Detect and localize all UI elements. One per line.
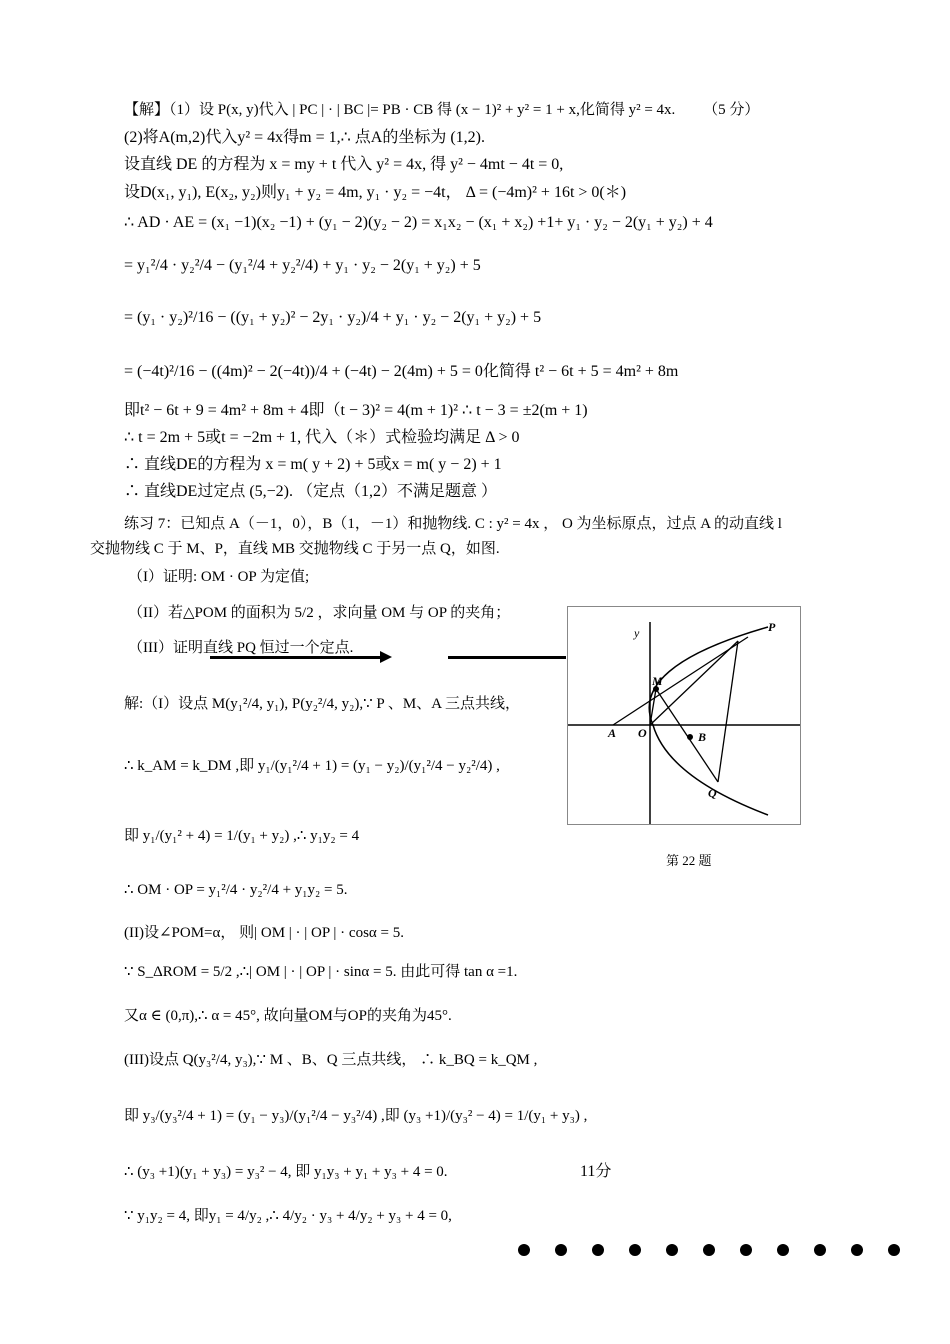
answer-line-8: (III)设点 Q(y₃²/4, y₃),∵ M 、B、Q 三点共线， ∴ k_BQ = k_QM ,	[124, 1052, 538, 1068]
solution-part1-text: （1）设 P(x, y)代入 | PC | · | BC |= PB · CB 得 (x − 1)² + y² = 1 + x,化简得 y² = 4x.	[169, 102, 676, 118]
footer-dot	[703, 1244, 715, 1256]
line-decoration	[448, 656, 566, 659]
footer-dot	[629, 1244, 641, 1256]
solution-line-10: ∴ 直线DE的方程为 x = m( y + 2) + 5或x = m( y − 2) + 1	[124, 456, 502, 473]
label-P: P	[768, 620, 776, 634]
line-MQ	[656, 689, 718, 782]
solution-line-11: ∴ 直线DE过定点 (5,−2). （定点（1,2）不满足题意 ）	[124, 483, 498, 500]
exercise-title-cont: 交抛物线 C 于 M、P，直线 MB 交抛物线 C 于另一点 Q，如图.	[90, 541, 500, 557]
footer-dot	[814, 1244, 826, 1256]
arrow-decoration	[210, 656, 382, 659]
label-M: M	[652, 674, 663, 688]
solution-line-5: = y₁²/4 · y₂²/4 − (y₁²/4 + y₂²/4) + y₁ · y₂ − 2(y₁ + y₂) + 5	[124, 257, 481, 274]
score-5: （5 分）	[703, 102, 760, 118]
solution-line-4: ∴ AD · AE = (x₁ −1)(x₂ −1) + (y₁ − 2)(y₂ − 2) = x₁x₂ − (x₁ + x₂) +1+ y₁ · y₂ − 2(y₁ + y₂) + 4	[124, 214, 713, 231]
solution-line-2: 设直线 DE 的方程为 x = my + t 代入 y² = 4x, 得 y² − 4mt − 4t = 0,	[124, 156, 564, 173]
question-2: （II）若△POM 的面积为 5/2 ，求向量 OM 与 OP 的夹角；	[128, 605, 511, 621]
footer-dot	[740, 1244, 752, 1256]
answer-line-10: ∴ (y₃ +1)(y₁ + y₃) = y₃² − 4, 即 y₁y₃ + y₁ + y₃ + 4 = 0.	[124, 1164, 448, 1180]
footer-dot	[592, 1244, 604, 1256]
footer-dot	[555, 1244, 567, 1256]
score-11: 11分	[580, 1163, 612, 1180]
figure-caption: 第 22 题	[666, 853, 712, 868]
line-PQ	[718, 641, 738, 782]
question-3: （III）证明直线 PQ 恒过一个定点.	[128, 640, 354, 656]
footer-dot	[777, 1244, 789, 1256]
label-O: O	[638, 726, 647, 740]
answer-line-1: 解:（I）设点 M(y₁²/4, y₁), P(y₂²/4, y₂),∵ P 、M、A 三点共线，	[124, 696, 520, 712]
label-y: y	[634, 626, 640, 640]
label-Q: Q	[708, 786, 717, 800]
solution-label: 【解】	[124, 102, 170, 118]
answer-line-2: ∴ k_AM = k_DM ,即 y₁/(y₁²/4 + 1) = (y₁ − y₂)/(y₁²/4 − y₂²/4) ,	[124, 758, 500, 774]
parabola-figure	[567, 606, 801, 825]
answer-line-3: 即 y₁/(y₁² + 4) = 1/(y₁ + y₂) ,∴ y₁y₂ = 4	[124, 828, 360, 844]
footer-dot	[666, 1244, 678, 1256]
solution-line-3: 设D(x₁, y₁), E(x₂, y₂)则y₁ + y₂ = 4m, y₁ · y₂ = −4t， Δ = (−4m)² + 16t > 0(＊)	[124, 184, 627, 201]
footer-dot	[518, 1244, 530, 1256]
solution-line-8: 即t² − 6t + 9 = 4m² + 8m + 4即（t − 3)² = 4(m + 1)² ∴ t − 3 = ±2(m + 1)	[124, 402, 588, 419]
answer-line-9: 即 y₃/(y₃²/4 + 1) = (y₁ − y₃)/(y₁²/4 − y₃²/4) ,即 (y₃ +1)/(y₃² − 4) = 1/(y₁ + y₃) ,	[124, 1108, 588, 1124]
label-A: A	[608, 726, 617, 740]
solution-line-9: ∴ t = 2m + 5或t = −2m + 1, 代入（＊）式检验均满足 Δ > 0	[124, 429, 520, 446]
solution-part1	[124, 100, 759, 120]
line-OP	[650, 641, 738, 725]
solution-line-1: (2)将A(m,2)代入y² = 4x得m = 1,∴ 点A的坐标为 (1,2).	[124, 129, 485, 146]
exercise-title: 练习 7：已知点 A（－1，0），B（1，－1）和抛物线. C : y² = 4x ， O 为坐标原点，过点 A 的动直线 l	[124, 516, 782, 532]
answer-line-4: ∴ OM · OP = y₁²/4 · y₂²/4 + y₁y₂ = 5.	[124, 882, 348, 898]
footer-dot	[888, 1244, 900, 1256]
solution-line-7: = (−4t)²/16 − ((4m)² − 2(−4t))/4 + (−4t) − 2(4m) + 5 = 0化简得 t² − 6t + 5 = 4m² + 8m	[124, 363, 679, 380]
label-B: B	[698, 730, 707, 744]
solution-line-6: = (y₁ · y₂)²/16 − ((y₁ + y₂)² − 2y₁ · y₂)/4 + y₁ · y₂ − 2(y₁ + y₂) + 5	[124, 309, 542, 326]
footer-dot	[851, 1244, 863, 1256]
answer-line-7: 又α ∈ (0,π),∴ α = 45°, 故向量OM与OP的夹角为45°.	[124, 1008, 452, 1024]
answer-line-5: (II)设∠POM=α， 则| OM | · | OP | · cosα = 5.	[124, 925, 404, 941]
answer-line-11: ∵ y₁y₂ = 4, 即y₁ = 4/y₂ ,∴ 4/y₂ · y₃ + 4/y₂ + y₃ + 4 = 0,	[124, 1208, 452, 1224]
point-B	[687, 734, 693, 740]
parabola-figure-svg	[568, 607, 800, 824]
answer-line-6: ∵ S_ΔROM = 5/2 ,∴| OM | · | OP | · sinα = 5. 由此可得 tan α =1.	[124, 964, 518, 980]
question-1: （I）证明: OM · OP 为定值;	[128, 569, 310, 585]
